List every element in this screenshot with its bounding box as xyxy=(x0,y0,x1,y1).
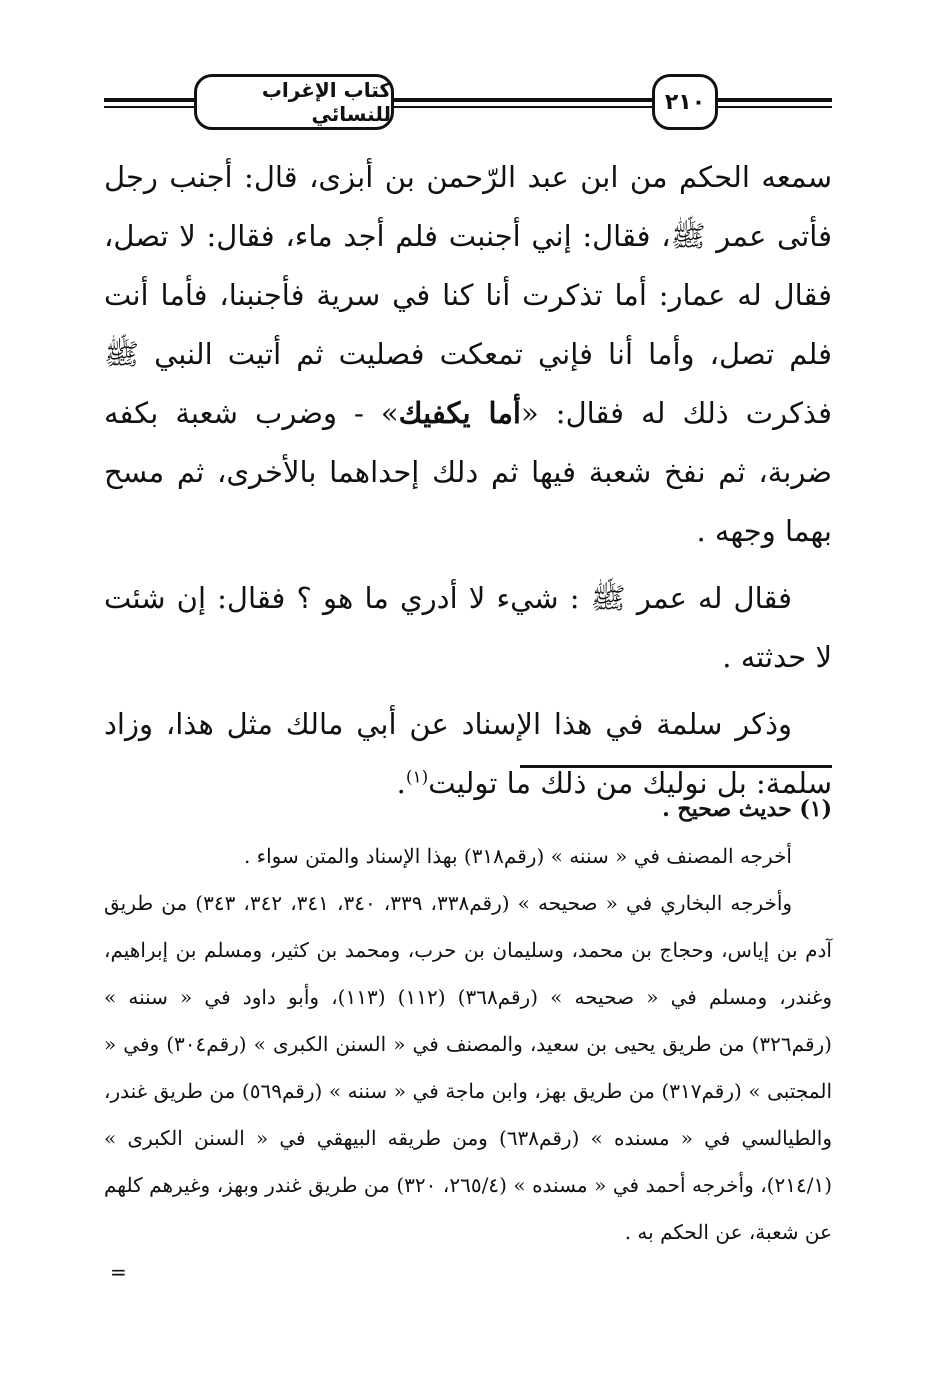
hadith-quote: أما يكفيك xyxy=(398,396,521,430)
footnote-line-1: أخرجه المصنف في « سننه » (رقم٣١٨) بهذا الإسناد والمتن سواء . xyxy=(243,844,792,868)
header-rule-left-thin xyxy=(104,106,194,108)
paragraph-2: فقال له عمر ﷺ : شيء لا أدري ما هو ؟ فقال: إن شئت لا حدثته . xyxy=(104,581,832,674)
book-title: كتاب الإغراب للنسائي xyxy=(194,74,394,130)
header-rule-left-thick xyxy=(104,98,194,102)
footnote-heading: (١) حديث صحيح . xyxy=(662,796,832,822)
continuation-mark: = xyxy=(110,1260,127,1284)
footnote-paragraph-2: وأخرجه البخاري في « صحيحه » (رقم٣٣٨، ٣٣٩، ٣٤٠، ٣٤١، ٣٤٢، ٣٤٣) من طريق آدم بن إياس، وحجاج بن محمد، وسليمان بن حرب، ومحمد بن كثير، ومسلم بن إبراهيم، وغندر، ومسلم في « صحيحه » (رقم٣٦٨) (١١٢) (١١٣)، وأبو داود في « سننه » (رقم٣٢٦) من طريق يحيى بن سعيد، والمصنف في « السنن الكبرى » (رقم٣٠٤) وفي « المجتبى » (رقم٣١٧) من طريق بهز، وابن ماجة في « سننه » (رقم٥٦٩) من طريق غندر، والطيالسي في « مسنده » (رقم٦٣٨) ومن طريقه البيهقي في « السنن الكبرى » (٢١٤/١)، وأخرجه أحمد في « مسنده » (٢٦٥/٤، ٣٢٠) من طريق غندر وبهز، وغيرهم كلهم عن شعبة، عن الحكم به . xyxy=(104,891,833,1244)
header-rule-middle-thin xyxy=(388,106,652,108)
header-rule-right-thick xyxy=(712,98,832,102)
paragraph-1-start: سمعه الحكم من ابن عبد الرّحمن بن أبزى، قال: أجنب رجل فأتى عمر ﷺ، فقال: إني أجنبت فلم أجد ماء، فقال: لا تصل، فقال له عمار: أما تذكرت أنا كنا في سرية فأجنبنا، فأما أنت فلم تصل، وأما أنا فإني تمعكت فصليت ثم أتيت النبي ﷺ فذكرت ذلك له فقال: « xyxy=(104,160,832,430)
header-rule-middle-thick xyxy=(388,98,652,102)
page-number: ٢١٠ xyxy=(652,74,718,130)
paragraph-1-end: » - وضرب شعبة بكفه ضربة، ثم نفخ شعبة فيها ثم دلك إحداهما بالأخرى، ثم مسح بهما وجهه . xyxy=(104,396,832,548)
paragraph-3-text: وذكر سلمة في هذا الإسناد عن أبي مالك مثل هذا، وزاد سلمة: بل نوليك من ذلك ما توليت xyxy=(104,707,832,800)
header-rule-right-thin xyxy=(712,106,832,108)
main-text xyxy=(104,148,832,813)
footnote xyxy=(104,786,832,1256)
footnote-separator xyxy=(520,765,832,768)
paragraph-1 xyxy=(104,148,832,561)
paragraph-3-period: . xyxy=(396,766,406,800)
footnote-reference: (١) xyxy=(405,767,429,788)
